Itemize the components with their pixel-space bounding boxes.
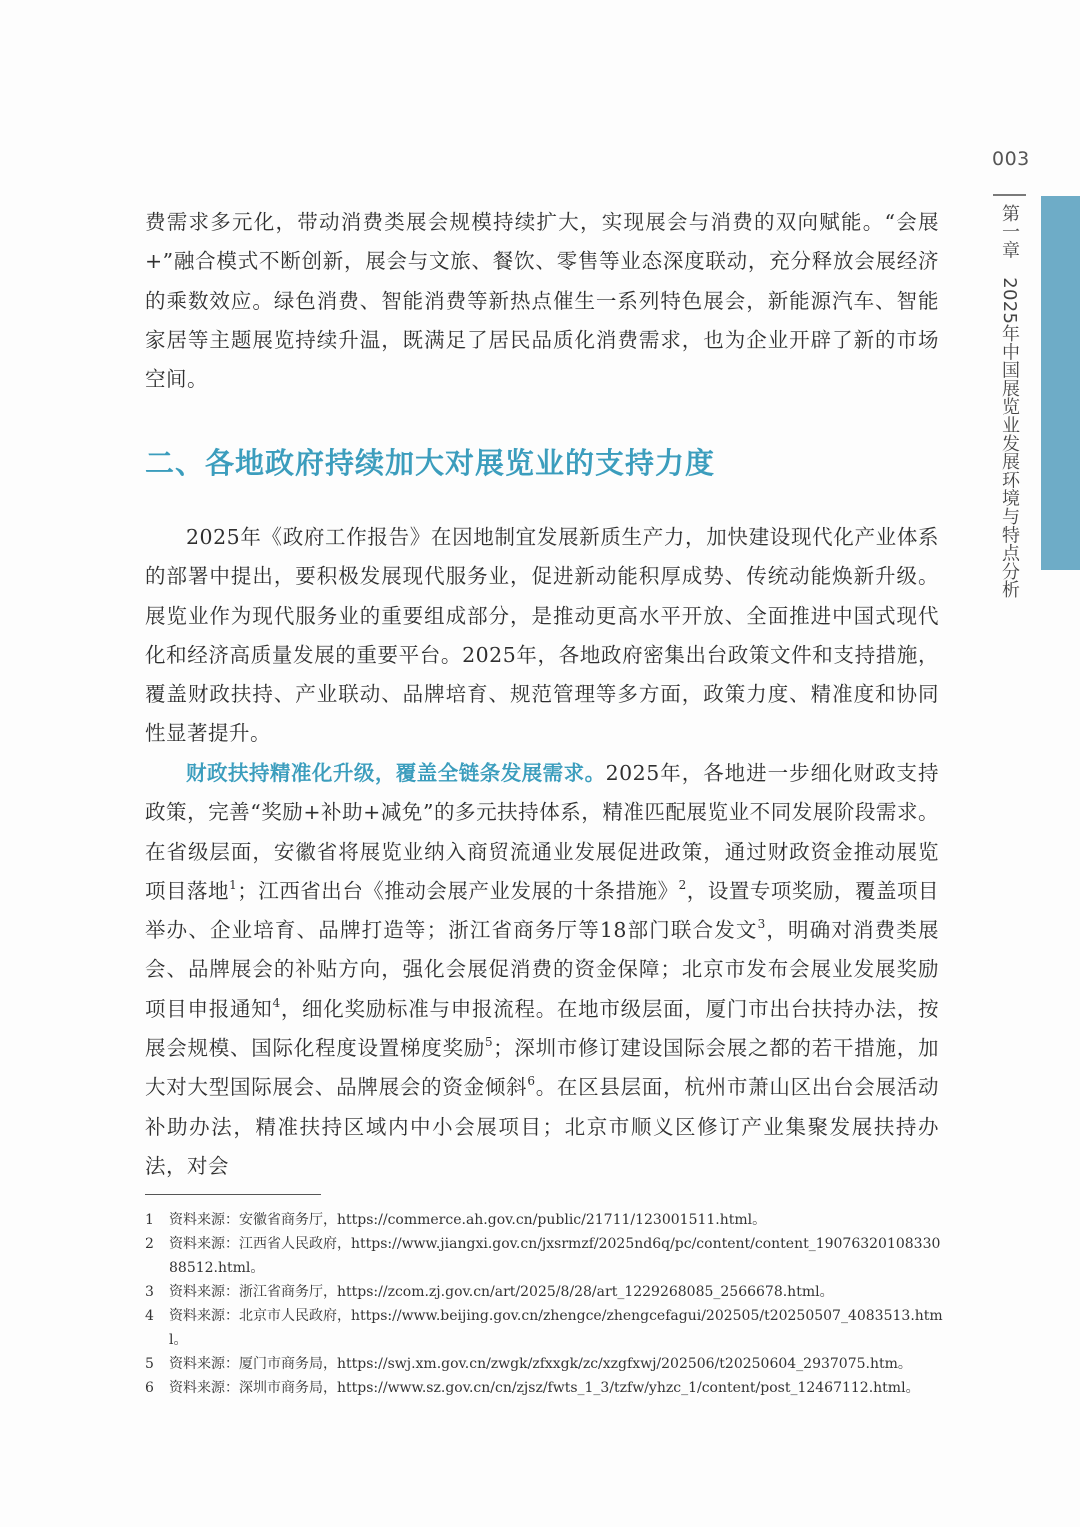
- paragraph-text: 。在区县层面，杭州市萧山区出台会展活动补助办法，精准扶持区域内中小会展项目；北京市顺义区修订产业集聚发展扶持办法，对会: [145, 1075, 940, 1178]
- paragraph-text: ，细化奖励标准与申报流程。在地市级层面，厦门市出台扶持办法，按展会规模、国际化程度设置梯度奖励: [145, 996, 939, 1061]
- paragraph-text: ；江西省出台《推动会展产业发展的十条措施》: [237, 878, 679, 903]
- chapter-tab: [1041, 196, 1080, 570]
- footnote-4: [145, 1304, 945, 1352]
- footnote-text: 资料来源：深圳市商务局，https://www.sz.gov.cn/cn/zjsz/fwts_1_3/tzfw/yhzc_1/content/post_12467112.html。: [169, 1380, 920, 1396]
- body-paragraph-1: 费需求多元化，带动消费类展会规模持续扩大，实现展会与消费的双向赋能。“会展+”融合模式不断创新，展会与文旅、餐饮、零售等业态深度联动，充分释放会展经济的乘数效应。绿色消费、智能消费等新热点催生一系列特色展会，新能源汽车、智能家居等主题展览持续升温，既满足了居民品质化消费需求，也为企业开辟了新的市场空间。: [145, 210, 939, 392]
- section-heading: 二、各地政府持续加大对展览业的支持力度: [145, 446, 716, 480]
- footnote-number: 6: [145, 1380, 154, 1396]
- chapter-label: 第一章 2025年中国展览业发展环境与特点分析: [999, 204, 1020, 599]
- footnote-number: 4: [145, 1308, 154, 1324]
- footnote-divider: [145, 1194, 321, 1195]
- footnote-5: [145, 1352, 945, 1376]
- footnote-number: 3: [145, 1284, 154, 1300]
- footnote-text: 资料来源：厦门市商务局，https://swj.xm.gov.cn/zwgk/zfxxgk/zc/xzgfxwj/202506/t20250604_2937075.htm。: [169, 1356, 912, 1372]
- footnote-2: [145, 1232, 945, 1280]
- paragraph-text: ；深圳市修订建设国际会展之都的若干措施，加大对大型国际展会、品牌展会的资金倾斜: [145, 1036, 939, 1100]
- footnote-text: 资料来源：北京市人民政府，https://www.beijing.gov.cn/zhengce/zhengcefagui/202505/t20250507_4083513.html。: [169, 1308, 943, 1348]
- chapter-divider: [993, 194, 1026, 196]
- footnote-ref: 2: [678, 877, 687, 892]
- footnote-3: [145, 1280, 945, 1304]
- footnote-text: 资料来源：安徽省商务厅，https://commerce.ah.gov.cn/public/21711/123001511.html。: [169, 1212, 767, 1228]
- page-number: 003: [992, 148, 1030, 170]
- footnote-6: [145, 1376, 945, 1400]
- footnote-number: 1: [145, 1212, 154, 1228]
- footnote-list: [145, 1208, 945, 1400]
- footnote-ref: 1: [229, 877, 238, 892]
- paragraph-text: 2025年，各地进一步细化财政支持政策，完善“奖励+补助+减免”的多元扶持体系，精准匹配展览业不同发展阶段需求。在省级层面，安徽省将展览业纳入商贸流通业发展促进政策，通过财政资金推动展览项目落地: [145, 761, 939, 903]
- footnote-ref: 5: [484, 1035, 494, 1050]
- body-paragraph-2: 2025年《政府工作报告》在因地制宜发展新质生产力，加快建设现代化产业体系的部署中提出，要积极发展现代服务业，促进新动能积厚成势、传统动能焕新升级。展览业作为现代服务业的重要组成部分，是推动更高水平开放、全面推进中国式现代化和经济高质量发展的重要平台。2025年，各地政府密集出台政策文件和支持措施，覆盖财政扶持、产业联动、品牌培育、规范管理等多方面，政策力度、精准度和协同性显著提升。: [145, 525, 939, 746]
- footnote-1: [145, 1208, 945, 1232]
- footnote-text: 资料来源：江西省人民政府，https://www.jiangxi.gov.cn/jxsrmzf/2025nd6q/pc/content/content_1907632010833088512.html。: [169, 1236, 941, 1276]
- footnote-ref: 3: [757, 917, 766, 932]
- paragraph-text: ，明确对消费类展会、品牌展会的补贴方向，强化会展促消费的资金保障；北京市发布会展业发展奖励项目申报通知: [145, 918, 939, 1021]
- body-paragraph-3: [145, 754, 939, 1186]
- paragraph-lead: 财政扶持精准化升级，覆盖全链条发展需求。: [186, 761, 606, 785]
- footnote-number: 2: [145, 1236, 154, 1252]
- footnote-text: 资料来源：浙江省商务厅，https://zcom.zj.gov.cn/art/2025/8/28/art_1229268085_2566678.html。: [169, 1284, 834, 1300]
- footnote-ref: 4: [272, 995, 281, 1010]
- paragraph-text: ，设置专项奖励，覆盖项目举办、企业培育、品牌打造等；浙江省商务厅等18部门联合发文: [145, 878, 940, 943]
- footnote-number: 5: [145, 1356, 154, 1372]
- footnote-ref: 6: [527, 1074, 536, 1089]
